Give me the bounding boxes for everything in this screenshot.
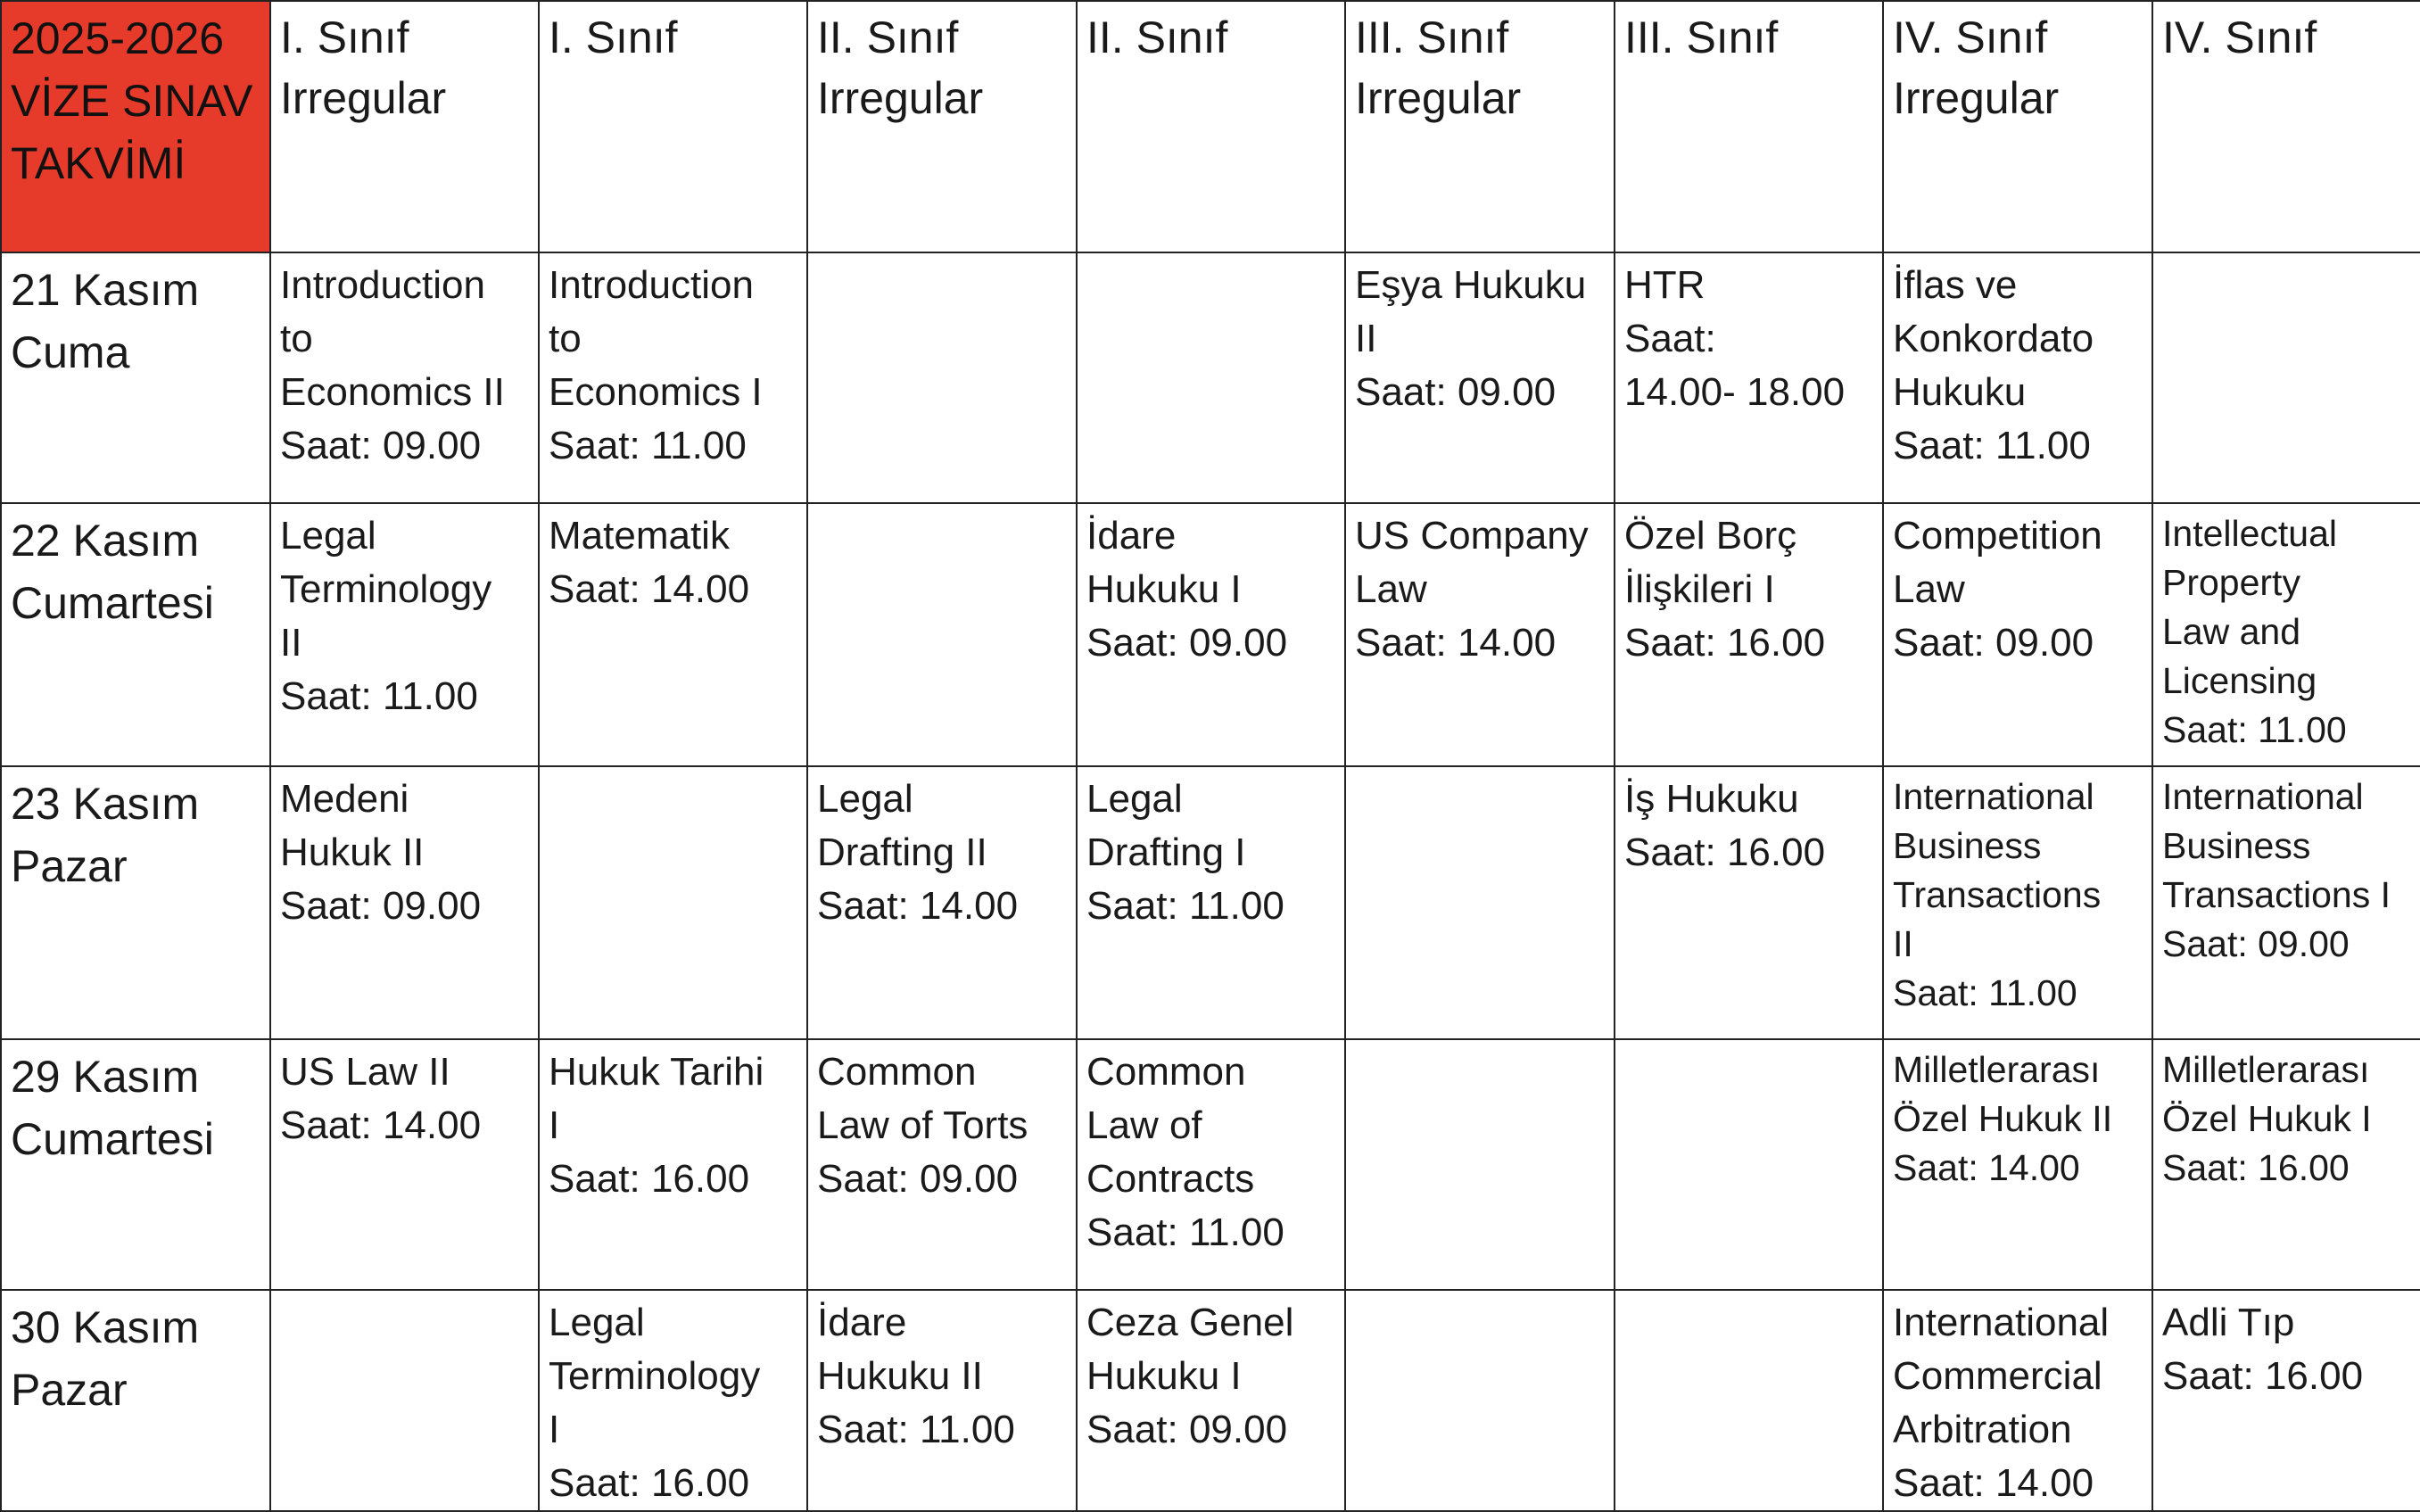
column-header [1883,1,2152,252]
day-label: 23 Kasım Pazar [11,779,200,891]
exam-time: Saat: 09.00 [280,424,482,467]
column-header-label: III. Sınıf [1624,12,1779,62]
exam-time: Saat: 09.00 [2162,923,2350,964]
column-header-label: I. Sınıf [549,12,678,62]
exam-time: Saat: 11.00 [1893,424,2091,467]
exam-cell [807,503,1077,766]
course-name: Competition Law [1893,514,2102,611]
exam-cell [1077,252,1345,503]
exam-time: Saat: 14.00 [280,1103,482,1147]
exam-cell [1615,503,1883,766]
table-row [1,252,2420,503]
course-name: Adli Tıp [2162,1301,2295,1344]
table-row [1,1290,2420,1511]
exam-cell [1345,1039,1615,1290]
column-header [1077,1,1345,252]
course-name: Common Law of Torts [817,1050,1028,1147]
exam-time: Saat: 09.00 [280,884,482,928]
exam-time: Saat: 11.00 [549,424,747,467]
day-label: 22 Kasım Cumartesi [11,516,214,628]
day-label: 29 Kasım Cumartesi [11,1052,214,1164]
course-name: Legal Terminology I [549,1301,761,1451]
course-name: Matematik [549,514,730,558]
course-name: Intellectual Property Law and Licensing [2162,513,2338,701]
exam-time: Saat: 11.00 [1086,1210,1284,1254]
exam-cell [1883,1039,2152,1290]
exam-cell [1883,766,2152,1039]
exam-cell [2152,1290,2420,1511]
exam-cell [1077,766,1345,1039]
course-name: US Law II [280,1050,450,1094]
course-name: Legal Drafting I [1086,777,1246,874]
exam-cell [1345,252,1615,503]
exam-cell [1615,1290,1883,1511]
exam-cell [1345,1290,1615,1511]
exam-time: Saat: 09.00 [1355,370,1557,414]
course-name: Milletlerarası Özel Hukuk II [1893,1049,2113,1139]
exam-time: Saat: 11.00 [817,1408,1015,1451]
table-row [1,1039,2420,1290]
course-name: US Company Law [1355,514,1589,611]
exam-time: Saat: 09.00 [1893,621,2094,665]
course-name: Medeni Hukuk II [280,777,425,874]
column-header-label: IV. Sınıf Irregular [1893,12,2060,123]
exam-cell [807,1290,1077,1511]
exam-cell [1615,252,1883,503]
exam-cell [1077,1039,1345,1290]
exam-time: Saat: 16.00 [2162,1354,2364,1398]
column-header [1615,1,1883,252]
exam-cell [539,1039,807,1290]
exam-time: Saat: 16.00 [1624,621,1826,665]
exam-cell [1615,766,1883,1039]
exam-time: Saat: 16.00 [2162,1147,2350,1188]
exam-time: Saat: 16.00 [549,1157,750,1201]
column-header [1345,1,1615,252]
exam-cell [807,252,1077,503]
column-header-label: II. Sınıf [1086,12,1228,62]
column-header [539,1,807,252]
exam-cell [270,1039,539,1290]
header-row [1,1,2420,252]
exam-cell [1077,1290,1345,1511]
table-row [1,766,2420,1039]
exam-time: Saat: 14.00- 18.00 [1624,317,1846,414]
course-name: Eşya Hukuku II [1355,263,1587,360]
exam-time: Saat: 14.00 [1893,1461,2094,1505]
course-name: İdare Hukuku I [1086,514,1242,611]
course-name: İş Hukuku [1624,777,1799,821]
course-name: Milletlerarası Özel Hukuk I [2162,1049,2372,1139]
course-name: Özel Borç İlişkileri I [1624,514,1797,611]
exam-cell [1345,503,1615,766]
schedule-title-text: 2025-2026 VİZE SINAV TAKVİMİ [11,13,253,188]
day-label: 21 Kasım Cuma [11,265,200,377]
course-name: International Business Transactions II [1893,776,2102,964]
exam-time: Saat: 16.00 [1624,830,1826,874]
exam-cell [270,1290,539,1511]
exam-time: Saat: 11.00 [1893,972,2077,1013]
exam-cell [270,503,539,766]
day-label: 30 Kasım Pazar [11,1302,200,1415]
exam-time: Saat: 14.00 [1893,1147,2080,1188]
course-name: Legal Drafting II [817,777,987,874]
course-name: İflas ve Konkordato Hukuku [1893,263,2094,414]
exam-cell [539,766,807,1039]
exam-cell [1345,766,1615,1039]
exam-time: Saat: 09.00 [817,1157,1019,1201]
course-name: Introduction to Economics I [549,263,763,414]
exam-cell [2152,252,2420,503]
exam-cell [1883,252,2152,503]
course-name: HTR [1624,263,1706,307]
exam-time: Saat: 11.00 [2162,709,2347,750]
table-row [1,503,2420,766]
exam-cell [1615,1039,1883,1290]
course-name: Introduction to Economics II [280,263,505,414]
column-header-label: IV. Sınıf [2162,12,2317,62]
column-header-label: I. Sınıf Irregular [280,12,447,123]
exam-cell [1077,503,1345,766]
course-name: Ceza Genel Hukuku I [1086,1301,1294,1398]
exam-cell [1883,1290,2152,1511]
day-cell [1,1290,270,1511]
exam-cell [539,503,807,766]
course-name: Legal Terminology II [280,514,492,665]
exam-time: Saat: 14.00 [817,884,1019,928]
exam-time: Saat: 09.00 [1086,621,1288,665]
course-name: Common Law of Contracts [1086,1050,1255,1201]
day-cell [1,766,270,1039]
exam-time: Saat: 14.00 [1355,621,1557,665]
column-header [270,1,539,252]
exam-cell [1883,503,2152,766]
exam-cell [270,766,539,1039]
exam-time: Saat: 11.00 [280,674,478,718]
schedule-title [1,1,270,252]
exam-time: Saat: 11.00 [1086,884,1284,928]
column-header-label: III. Sınıf Irregular [1355,12,1522,123]
column-header-label: II. Sınıf Irregular [817,12,984,123]
exam-cell [2152,766,2420,1039]
day-cell [1,252,270,503]
exam-cell [2152,1039,2420,1290]
exam-cell [270,252,539,503]
course-name: International Commercial Arbitration [1893,1301,2110,1451]
column-header [2152,1,2420,252]
exam-time: Saat: 09.00 [1086,1408,1288,1451]
course-name: International Business Transactions I [2162,776,2391,915]
exam-time: Saat: 16.00 [549,1461,750,1505]
exam-cell [539,252,807,503]
day-cell [1,1039,270,1290]
exam-cell [539,1290,807,1511]
day-cell [1,503,270,766]
exam-cell [807,766,1077,1039]
exam-cell [807,1039,1077,1290]
column-header [807,1,1077,252]
course-name: İdare Hukuku II [817,1301,983,1398]
course-name: Hukuk Tarihi I [549,1050,764,1147]
exam-cell [2152,503,2420,766]
exam-time: Saat: 14.00 [549,567,750,611]
